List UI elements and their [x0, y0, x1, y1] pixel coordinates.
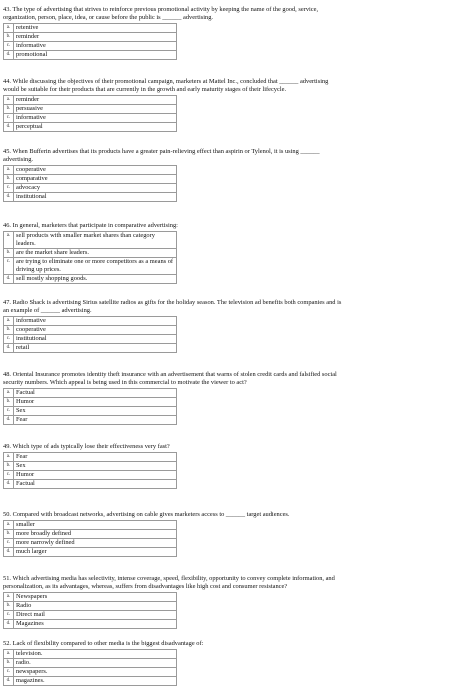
option-row	[4, 611, 177, 620]
option-text: Sex	[14, 462, 177, 471]
question-stem	[3, 78, 452, 94]
option-text: sell mostly shopping goods.	[14, 275, 177, 284]
option-row	[4, 114, 177, 123]
option-text: institutional	[14, 335, 177, 344]
option-text: are the market share leaders.	[14, 249, 177, 258]
question-stem-line: 50. Compared with broadcast networks, advertising on cable gives marketers access to ______ target audiences.	[3, 511, 290, 518]
option-row	[4, 275, 177, 284]
option-letter: d.	[4, 123, 14, 132]
question-stem-line: organization, person, place, idea, or cause before the public is ______ advertising.	[3, 14, 213, 21]
option-row	[4, 389, 177, 398]
option-row	[4, 317, 177, 326]
question-block	[3, 575, 452, 629]
option-letter: b.	[4, 33, 14, 42]
question-block	[3, 443, 452, 489]
option-text: Humor	[14, 471, 177, 480]
question-stem	[3, 511, 452, 519]
option-letter: d.	[4, 677, 14, 686]
question-stem-line: security numbers. Which appeal is being used in this commercial to motivate the viewer to act?	[3, 379, 247, 386]
option-text: smaller	[14, 521, 177, 530]
option-row	[4, 659, 177, 668]
option-letter: c.	[4, 184, 14, 193]
options-table	[3, 520, 177, 557]
option-text: retentive	[14, 24, 177, 33]
option-row	[4, 462, 177, 471]
option-letter: a.	[4, 453, 14, 462]
option-text: more narrowly defined	[14, 539, 177, 548]
option-row	[4, 521, 177, 530]
option-text: advocacy	[14, 184, 177, 193]
option-row	[4, 258, 177, 275]
option-text: Sex	[14, 407, 177, 416]
option-letter: d.	[4, 193, 14, 202]
option-text: are trying to eliminate one or more competitors as a means of driving up prices.	[14, 258, 177, 275]
option-letter: c.	[4, 668, 14, 677]
option-text: persuasive	[14, 105, 177, 114]
option-letter: c.	[4, 471, 14, 480]
option-letter: a.	[4, 166, 14, 175]
question-stem-line: an example of ______ advertising.	[3, 307, 92, 314]
question-block	[3, 78, 452, 132]
option-letter: b.	[4, 105, 14, 114]
option-text: Factual	[14, 389, 177, 398]
option-text: Radio	[14, 602, 177, 611]
option-row	[4, 593, 177, 602]
option-row	[4, 548, 177, 557]
option-letter: b.	[4, 326, 14, 335]
option-row	[4, 249, 177, 258]
option-text: more broadly defined	[14, 530, 177, 539]
option-row	[4, 175, 177, 184]
option-row	[4, 471, 177, 480]
option-letter: d.	[4, 275, 14, 284]
option-row	[4, 24, 177, 33]
option-row	[4, 602, 177, 611]
option-letter: a.	[4, 650, 14, 659]
option-letter: c.	[4, 611, 14, 620]
options-table	[3, 95, 177, 132]
options-table	[3, 592, 177, 629]
question-stem-line: 49. Which type of ads typically lose their effectiveness very fast?	[3, 443, 170, 450]
option-text: Direct mail	[14, 611, 177, 620]
option-letter: c.	[4, 42, 14, 51]
option-letter: c.	[4, 407, 14, 416]
question-stem	[3, 575, 452, 591]
option-text: cooperative	[14, 166, 177, 175]
option-letter: a.	[4, 24, 14, 33]
option-letter: b.	[4, 659, 14, 668]
option-text: sell products with smaller market shares than category leaders.	[14, 232, 177, 249]
options-table	[3, 165, 177, 202]
option-text: informative	[14, 42, 177, 51]
option-letter: a.	[4, 232, 14, 249]
question-stem-line: 44. While discussing the objectives of their promotional campaign, marketers at Mattel Inc., concluded that ______ advertising	[3, 78, 329, 85]
option-text: informative	[14, 317, 177, 326]
option-letter: d.	[4, 344, 14, 353]
option-row	[4, 326, 177, 335]
option-letter: d.	[4, 480, 14, 489]
option-text: Fear	[14, 453, 177, 462]
option-row	[4, 539, 177, 548]
option-letter: a.	[4, 389, 14, 398]
question-block	[3, 222, 452, 284]
option-letter: a.	[4, 593, 14, 602]
question-stem-line: 43. The type of advertising that strives to reinforce previous promotional activity by keeping the name of the good, service,	[3, 6, 319, 13]
option-letter: d.	[4, 620, 14, 629]
options-table	[3, 649, 177, 686]
option-text: perceptual	[14, 123, 177, 132]
question-stem	[3, 640, 452, 648]
option-row	[4, 407, 177, 416]
option-letter: a.	[4, 317, 14, 326]
question-stem-line: 52. Lack of flexibility compared to other media is the biggest disadvantage of:	[3, 640, 204, 647]
option-text: cooperative	[14, 326, 177, 335]
option-text: much larger	[14, 548, 177, 557]
option-text: magazines.	[14, 677, 177, 686]
question-stem	[3, 299, 452, 315]
question-block	[3, 640, 452, 686]
option-row	[4, 42, 177, 51]
question-stem	[3, 222, 452, 230]
option-letter: a.	[4, 521, 14, 530]
option-row	[4, 33, 177, 42]
question-block	[3, 511, 452, 557]
option-row	[4, 96, 177, 105]
option-letter: b.	[4, 175, 14, 184]
option-row	[4, 344, 177, 353]
options-table	[3, 452, 177, 489]
option-text: newspapers.	[14, 668, 177, 677]
option-row	[4, 123, 177, 132]
option-row	[4, 677, 177, 686]
options-table	[3, 231, 177, 284]
option-row	[4, 398, 177, 407]
question-stem-line: would be suitable for their products that are currently in the growth and early maturity stages of their lifecycle.	[3, 86, 287, 93]
option-text: television.	[14, 650, 177, 659]
option-letter: c.	[4, 539, 14, 548]
option-letter: b.	[4, 530, 14, 539]
option-row	[4, 193, 177, 202]
question-stem	[3, 6, 452, 22]
option-row	[4, 650, 177, 659]
question-stem-line: 48. Oriental Insurance promotes identity theft insurance with an advertisement that warns of stolen credit cards and falsified social	[3, 371, 337, 378]
option-text: promotional	[14, 51, 177, 60]
option-letter: d.	[4, 416, 14, 425]
question-block	[3, 148, 452, 202]
question-stem-line: 46. In general, marketers that participate in comparative advertising:	[3, 222, 178, 229]
option-letter: c.	[4, 258, 14, 275]
option-row	[4, 480, 177, 489]
options-table	[3, 388, 177, 425]
option-letter: d.	[4, 51, 14, 60]
option-row	[4, 335, 177, 344]
option-row	[4, 668, 177, 677]
question-stem-line: 45. When Bufferin advertises that its products have a greater pain-relieving effect than aspirin or Tylenol, it is using ______	[3, 148, 320, 155]
option-text: retail	[14, 344, 177, 353]
option-letter: b.	[4, 462, 14, 471]
option-letter: c.	[4, 114, 14, 123]
option-row	[4, 166, 177, 175]
option-text: Factual	[14, 480, 177, 489]
option-text: institutional	[14, 193, 177, 202]
option-letter: a.	[4, 96, 14, 105]
option-text: reminder	[14, 33, 177, 42]
option-text: Magazines	[14, 620, 177, 629]
question-stem	[3, 371, 452, 387]
option-row	[4, 105, 177, 114]
option-row	[4, 620, 177, 629]
option-letter: b.	[4, 398, 14, 407]
option-letter: c.	[4, 335, 14, 344]
options-table	[3, 316, 177, 353]
option-text: comparative	[14, 175, 177, 184]
option-row	[4, 416, 177, 425]
option-text: radio.	[14, 659, 177, 668]
option-row	[4, 530, 177, 539]
question-block	[3, 6, 452, 60]
option-row	[4, 51, 177, 60]
option-text: Fear	[14, 416, 177, 425]
option-row	[4, 184, 177, 193]
option-row	[4, 453, 177, 462]
option-letter: b.	[4, 249, 14, 258]
option-text: Newspapers	[14, 593, 177, 602]
question-stem	[3, 443, 452, 451]
question-block	[3, 371, 452, 425]
options-table	[3, 23, 177, 60]
question-block	[3, 299, 452, 353]
option-letter: b.	[4, 602, 14, 611]
question-stem-line: personalization, as its advantages, whereas, suffers from disadvantages like high cost and consumer resistance?	[3, 583, 288, 590]
question-stem-line: 51. Which advertising media has selectivity, intense coverage, speed, flexibility, opportunity to convey complete information, and	[3, 575, 335, 582]
question-stem	[3, 148, 452, 164]
option-text: reminder	[14, 96, 177, 105]
option-row	[4, 232, 177, 249]
question-stem-line: 47. Radio Shack is advertising Sirius satellite radios as gifts for the holiday season. The television ad benefits both companies and is	[3, 299, 342, 306]
option-text: Humor	[14, 398, 177, 407]
option-text: informative	[14, 114, 177, 123]
option-letter: d.	[4, 548, 14, 557]
question-stem-line: advertising.	[3, 156, 33, 163]
